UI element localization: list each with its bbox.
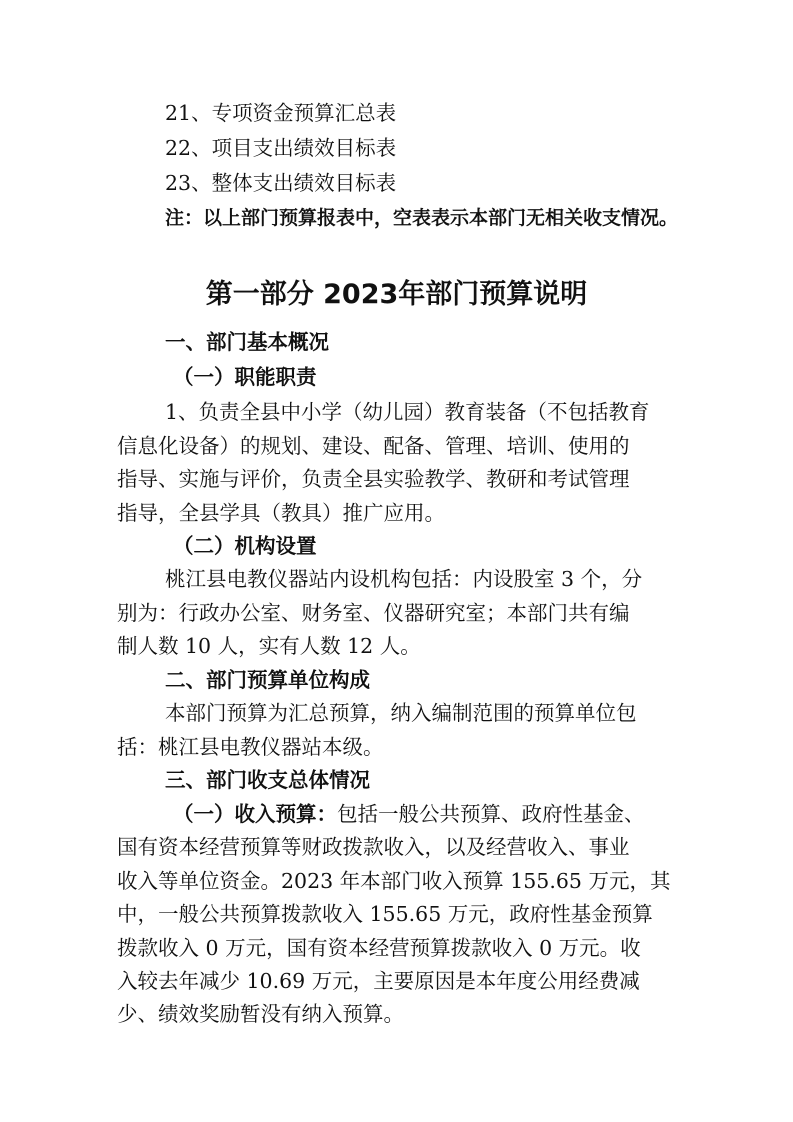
paragraph-line: 桃江县电教仪器站内设机构包括：内设股室 3 个，分: [165, 567, 643, 591]
list-item-23: 23、整体支出绩效目标表: [165, 171, 397, 195]
paragraph-line: 国有资本经营预算等财政拨款收入，以及经营收入、事业: [117, 835, 630, 859]
part-title: 第一部分 2023年部门预算说明: [205, 279, 588, 310]
section2-heading: 二、部门预算单位构成: [165, 668, 370, 692]
paragraph-line: 本部门预算为汇总预算，纳入编制范围的预算单位包: [165, 701, 637, 725]
paragraph-line: 别为：行政办公室、财务室、仪器研究室；本部门共有编: [117, 601, 630, 625]
paragraph-line: 收入等单位资金。2023 年本部门收入预算 155.65 万元，其: [117, 869, 671, 893]
list-item-22: 22、项目支出绩效目标表: [165, 136, 397, 160]
section3-sub1-first-rest: 包括一般公共预算、政府性基金、: [337, 802, 645, 826]
paragraph-line: 括：桃江县电教仪器站本级。: [117, 735, 384, 759]
paragraph-line: 制人数 10 人，实有人数 12 人。: [117, 634, 421, 658]
paragraph-line: 1、负责全县中小学（幼儿园）教育装备（不包括教育: [165, 400, 650, 424]
paragraph-line: 中，一般公共预算拨款收入 155.65 万元，政府性基金预算: [117, 902, 653, 926]
section3-sub1-lead: （一）收入预算：: [173, 802, 337, 826]
section1-heading: 一、部门基本概况: [165, 330, 329, 354]
list-item-21: 21、专项资金预算汇总表: [165, 101, 397, 125]
section1-sub1-heading: （一）职能职责: [173, 365, 317, 389]
section3-sub1-first-line: [173, 802, 645, 826]
section1-sub2-heading: （二）机构设置: [173, 534, 317, 558]
paragraph-line: 拨款收入 0 万元，国有资本经营预算拨款收入 0 万元。收: [117, 936, 641, 960]
paragraph-line: 信息化设备）的规划、建设、配备、管理、培训、使用的: [117, 434, 630, 458]
paragraph-line: 入较去年减少 10.69 万元，主要原因是本年度公用经费减: [117, 969, 640, 993]
paragraph-line: 少、绩效奖励暂没有纳入预算。: [117, 1002, 404, 1026]
note-text: 注：以上部门预算报表中，空表表示本部门无相关收支情况。: [165, 207, 679, 229]
section3-heading: 三、部门收支总体情况: [165, 768, 370, 792]
paragraph-line: 指导、实施与评价，负责全县实验教学、教研和考试管理: [117, 467, 630, 491]
paragraph-line: 指导，全县学具（教具）推广应用。: [117, 501, 445, 525]
